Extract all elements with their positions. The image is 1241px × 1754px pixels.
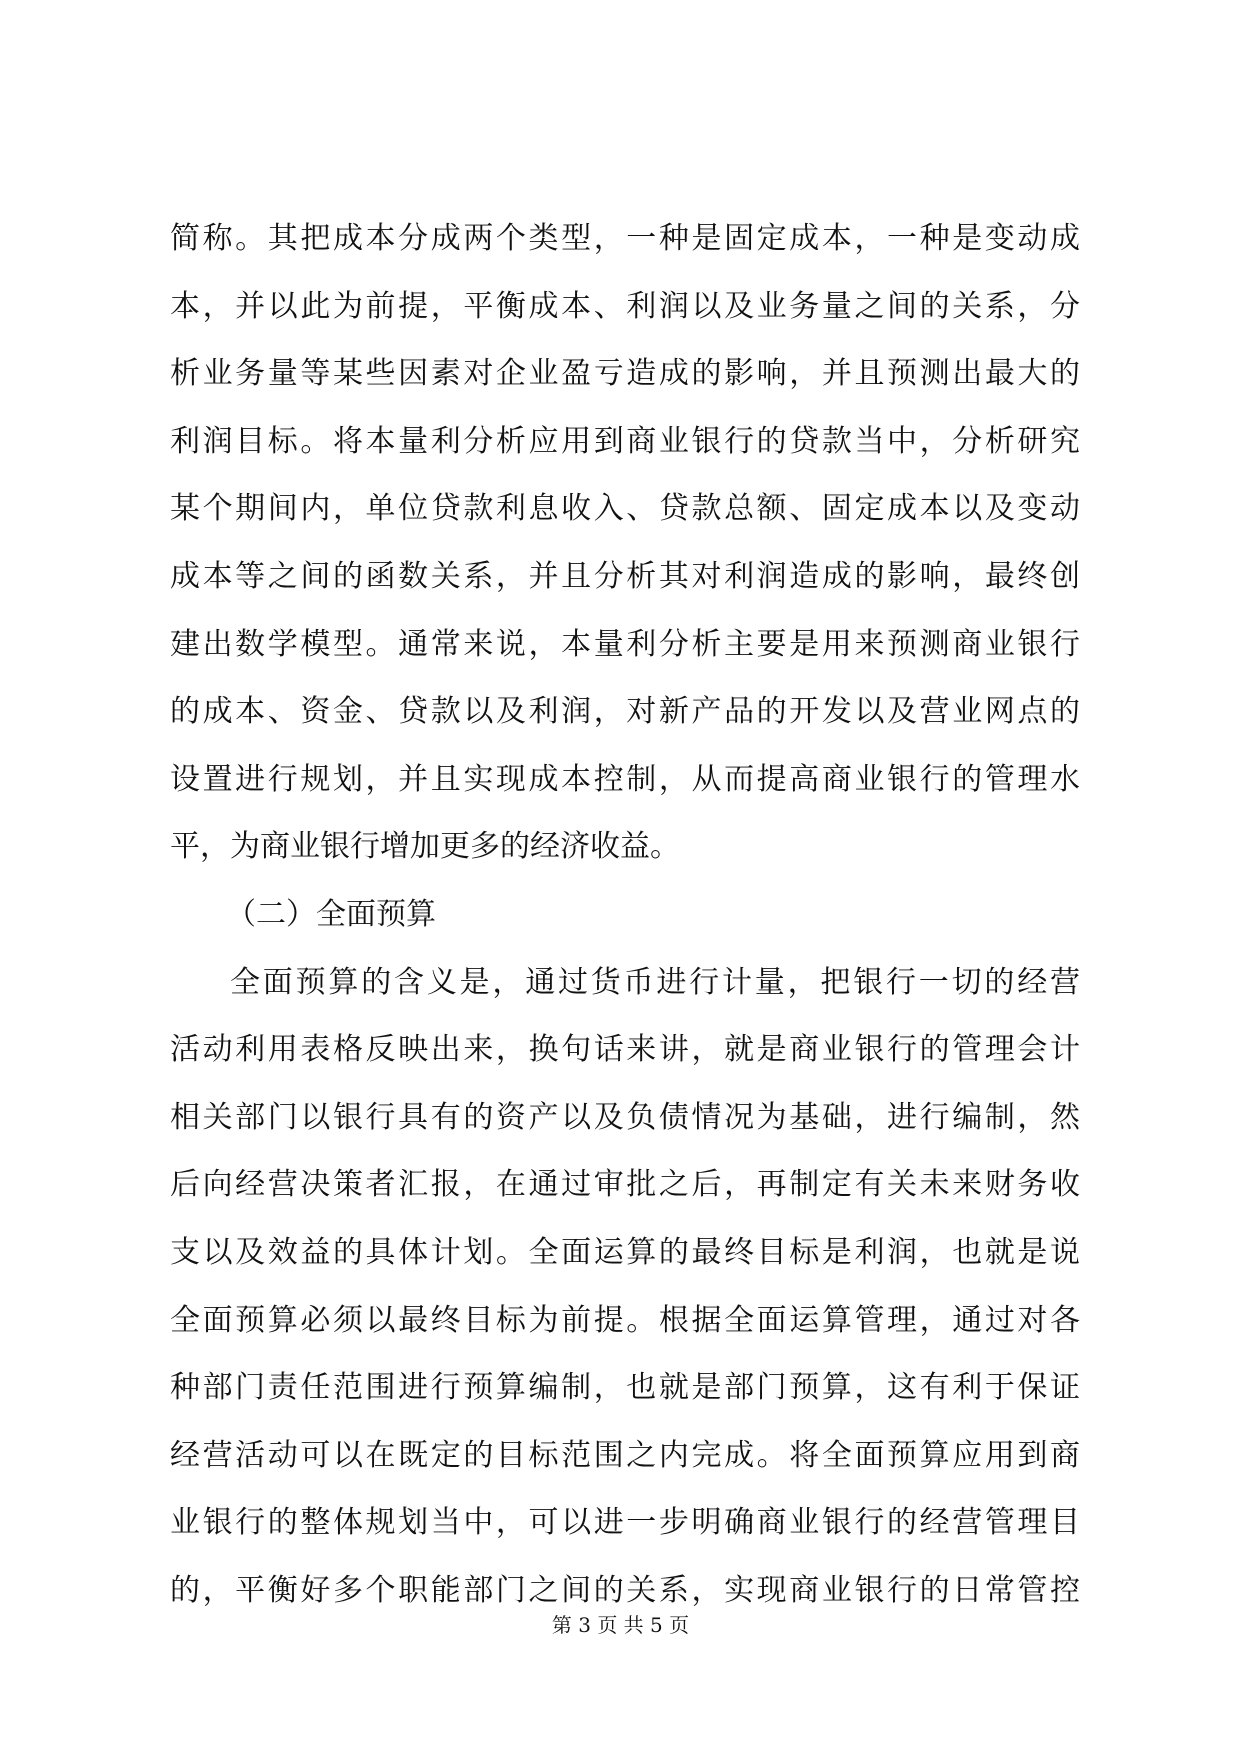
text-line: 后向经营决策者汇报，在通过审批之后，再制定有关未来财务收 xyxy=(170,1167,1080,1203)
text-line: 本，并以此为前提，平衡成本、利润以及业务量之间的关系，分 xyxy=(170,288,1080,324)
text-line: 支以及效益的具体计划。全面运算的最终目标是利润，也就是说 xyxy=(170,1234,1080,1270)
text-line: 种部门责任范围进行预算编制，也就是部门预算，这有利于保证 xyxy=(170,1370,1080,1406)
text-line: 设置进行规划，并且实现成本控制，从而提高商业银行的管理水 xyxy=(170,761,1080,797)
text-line: 析业务量等某些因素对企业盈亏造成的影响，并且预测出最大的 xyxy=(170,356,1080,392)
text-line: 成本等之间的函数关系，并且分析其对利润造成的影响，最终创 xyxy=(170,558,1080,594)
text-line: 的成本、资金、贷款以及利润，对新产品的开发以及营业网点的 xyxy=(170,694,1080,730)
text-line: 某个期间内，单位贷款利息收入、贷款总额、固定成本以及变动 xyxy=(170,491,1080,527)
text-line: 经营活动可以在既定的目标范围之内完成。将全面预算应用到商 xyxy=(170,1437,1080,1473)
text-line: 简称。其把成本分成两个类型，一种是固定成本，一种是变动成 xyxy=(170,221,1080,256)
text-line: 业银行的整体规划当中，可以进一步明确商业银行的经营管理目 xyxy=(170,1505,1080,1541)
text-line: 利润目标。将本量利分析应用到商业银行的贷款当中，分析研究 xyxy=(170,423,1080,459)
text-line: 活动利用表格反映出来，换句话来讲，就是商业银行的管理会计 xyxy=(170,1032,1080,1068)
text-line: 平，为商业银行增加更多的经济收益。 xyxy=(170,829,680,865)
document-body xyxy=(170,205,1080,1624)
text-line: 全面预算必须以最终目标为前提。根据全面运算管理，通过对各 xyxy=(170,1302,1080,1338)
text-line: 的，平衡好多个职能部门之间的关系，实现商业银行的日常管控 xyxy=(170,1572,1080,1608)
text-line: 建出数学模型。通常来说，本量利分析主要是用来预测商业银行 xyxy=(170,626,1080,662)
text-line: 相关部门以银行具有的资产以及负债情况为基础，进行编制，然 xyxy=(170,1099,1080,1135)
text-line: 全面预算的含义是，通过货币进行计量，把银行一切的经营 xyxy=(230,964,1080,1000)
page-number-footer: 第 3 页 共 5 页 xyxy=(551,1613,690,1637)
section-heading: （二）全面预算 xyxy=(226,896,436,932)
